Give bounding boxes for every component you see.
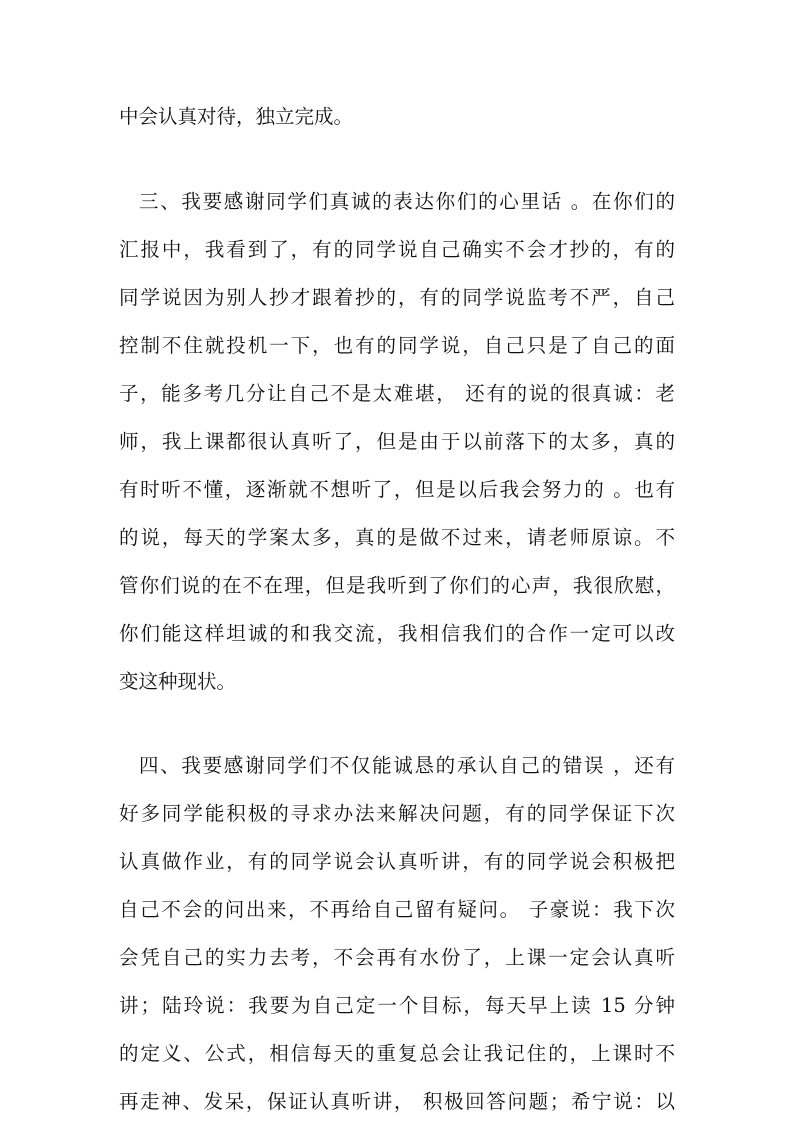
- paragraph-3-line-2: 好多同学能积极的寻求办法来解决问题，有的同学保证下次: [119, 802, 675, 825]
- paragraph-2-line-3: 同学说因为别人抄才跟着抄的，有的同学说监考不严，自己: [119, 286, 675, 309]
- paragraph-2-line-8: 的说，每天的学案太多，真的是做不过来，请老师原谅。不: [119, 526, 675, 549]
- paragraph-2-line-2: 汇报中，我看到了，有的同学说自己确实不会才抄的，有的: [119, 238, 675, 261]
- paragraph-2-line-9: 管你们说的在不在理，但是我听到了你们的心声，我很欣慰，: [119, 574, 675, 597]
- paragraph-3-line-7: 的定义、公式，相信每天的重复总会让我记住的，上课时不: [119, 1042, 675, 1065]
- paragraph-2-line-11: 变这种现状。: [119, 670, 237, 693]
- paragraph-2-line-7: 有时听不懂，逐渐就不想听了，但是以后我会努力的 。也有: [119, 478, 675, 501]
- paragraph-1-line-1: 中会认真对待，独立完成。: [119, 105, 354, 128]
- paragraph-3-line-4: 自己不会的问出来，不再给自己留有疑问。 子豪说：我下次: [119, 898, 675, 921]
- paragraph-2-line-4: 控制不住就投机一下，也有的同学说，自己只是了自己的面: [119, 334, 675, 357]
- paragraph-3-line-8: 再走神、发呆，保证认真听讲， 积极回答问题；希宁说：以: [119, 1090, 675, 1113]
- paragraph-2-line-5: 子，能多考几分让自己不是太难堪， 还有的说的很真诚：老: [119, 382, 675, 405]
- paragraph-2-line-6: 师，我上课都很认真听了，但是由于以前落下的太多，真的: [119, 430, 675, 453]
- paragraph-3-line-6: 讲；陆玲说：我要为自己定一个目标，每天早上读 15 分钟: [119, 994, 675, 1017]
- paragraph-2-line-1: 三、我要感谢同学们真诚的表达你们的心里话 。在你们的: [139, 190, 675, 213]
- paragraph-3-line-5: 会凭自己的实力去考，不会再有水份了，上课一定会认真听: [119, 946, 675, 969]
- paragraph-2-line-10: 你们能这样坦诚的和我交流，我相信我们的合作一定可以改: [119, 622, 675, 645]
- paragraph-3-line-3: 认真做作业，有的同学说会认真听讲，有的同学说会积极把: [119, 850, 675, 873]
- paragraph-3-line-1: 四、我要感谢同学们不仅能诚恳的承认自己的错误 ，还有: [139, 754, 675, 777]
